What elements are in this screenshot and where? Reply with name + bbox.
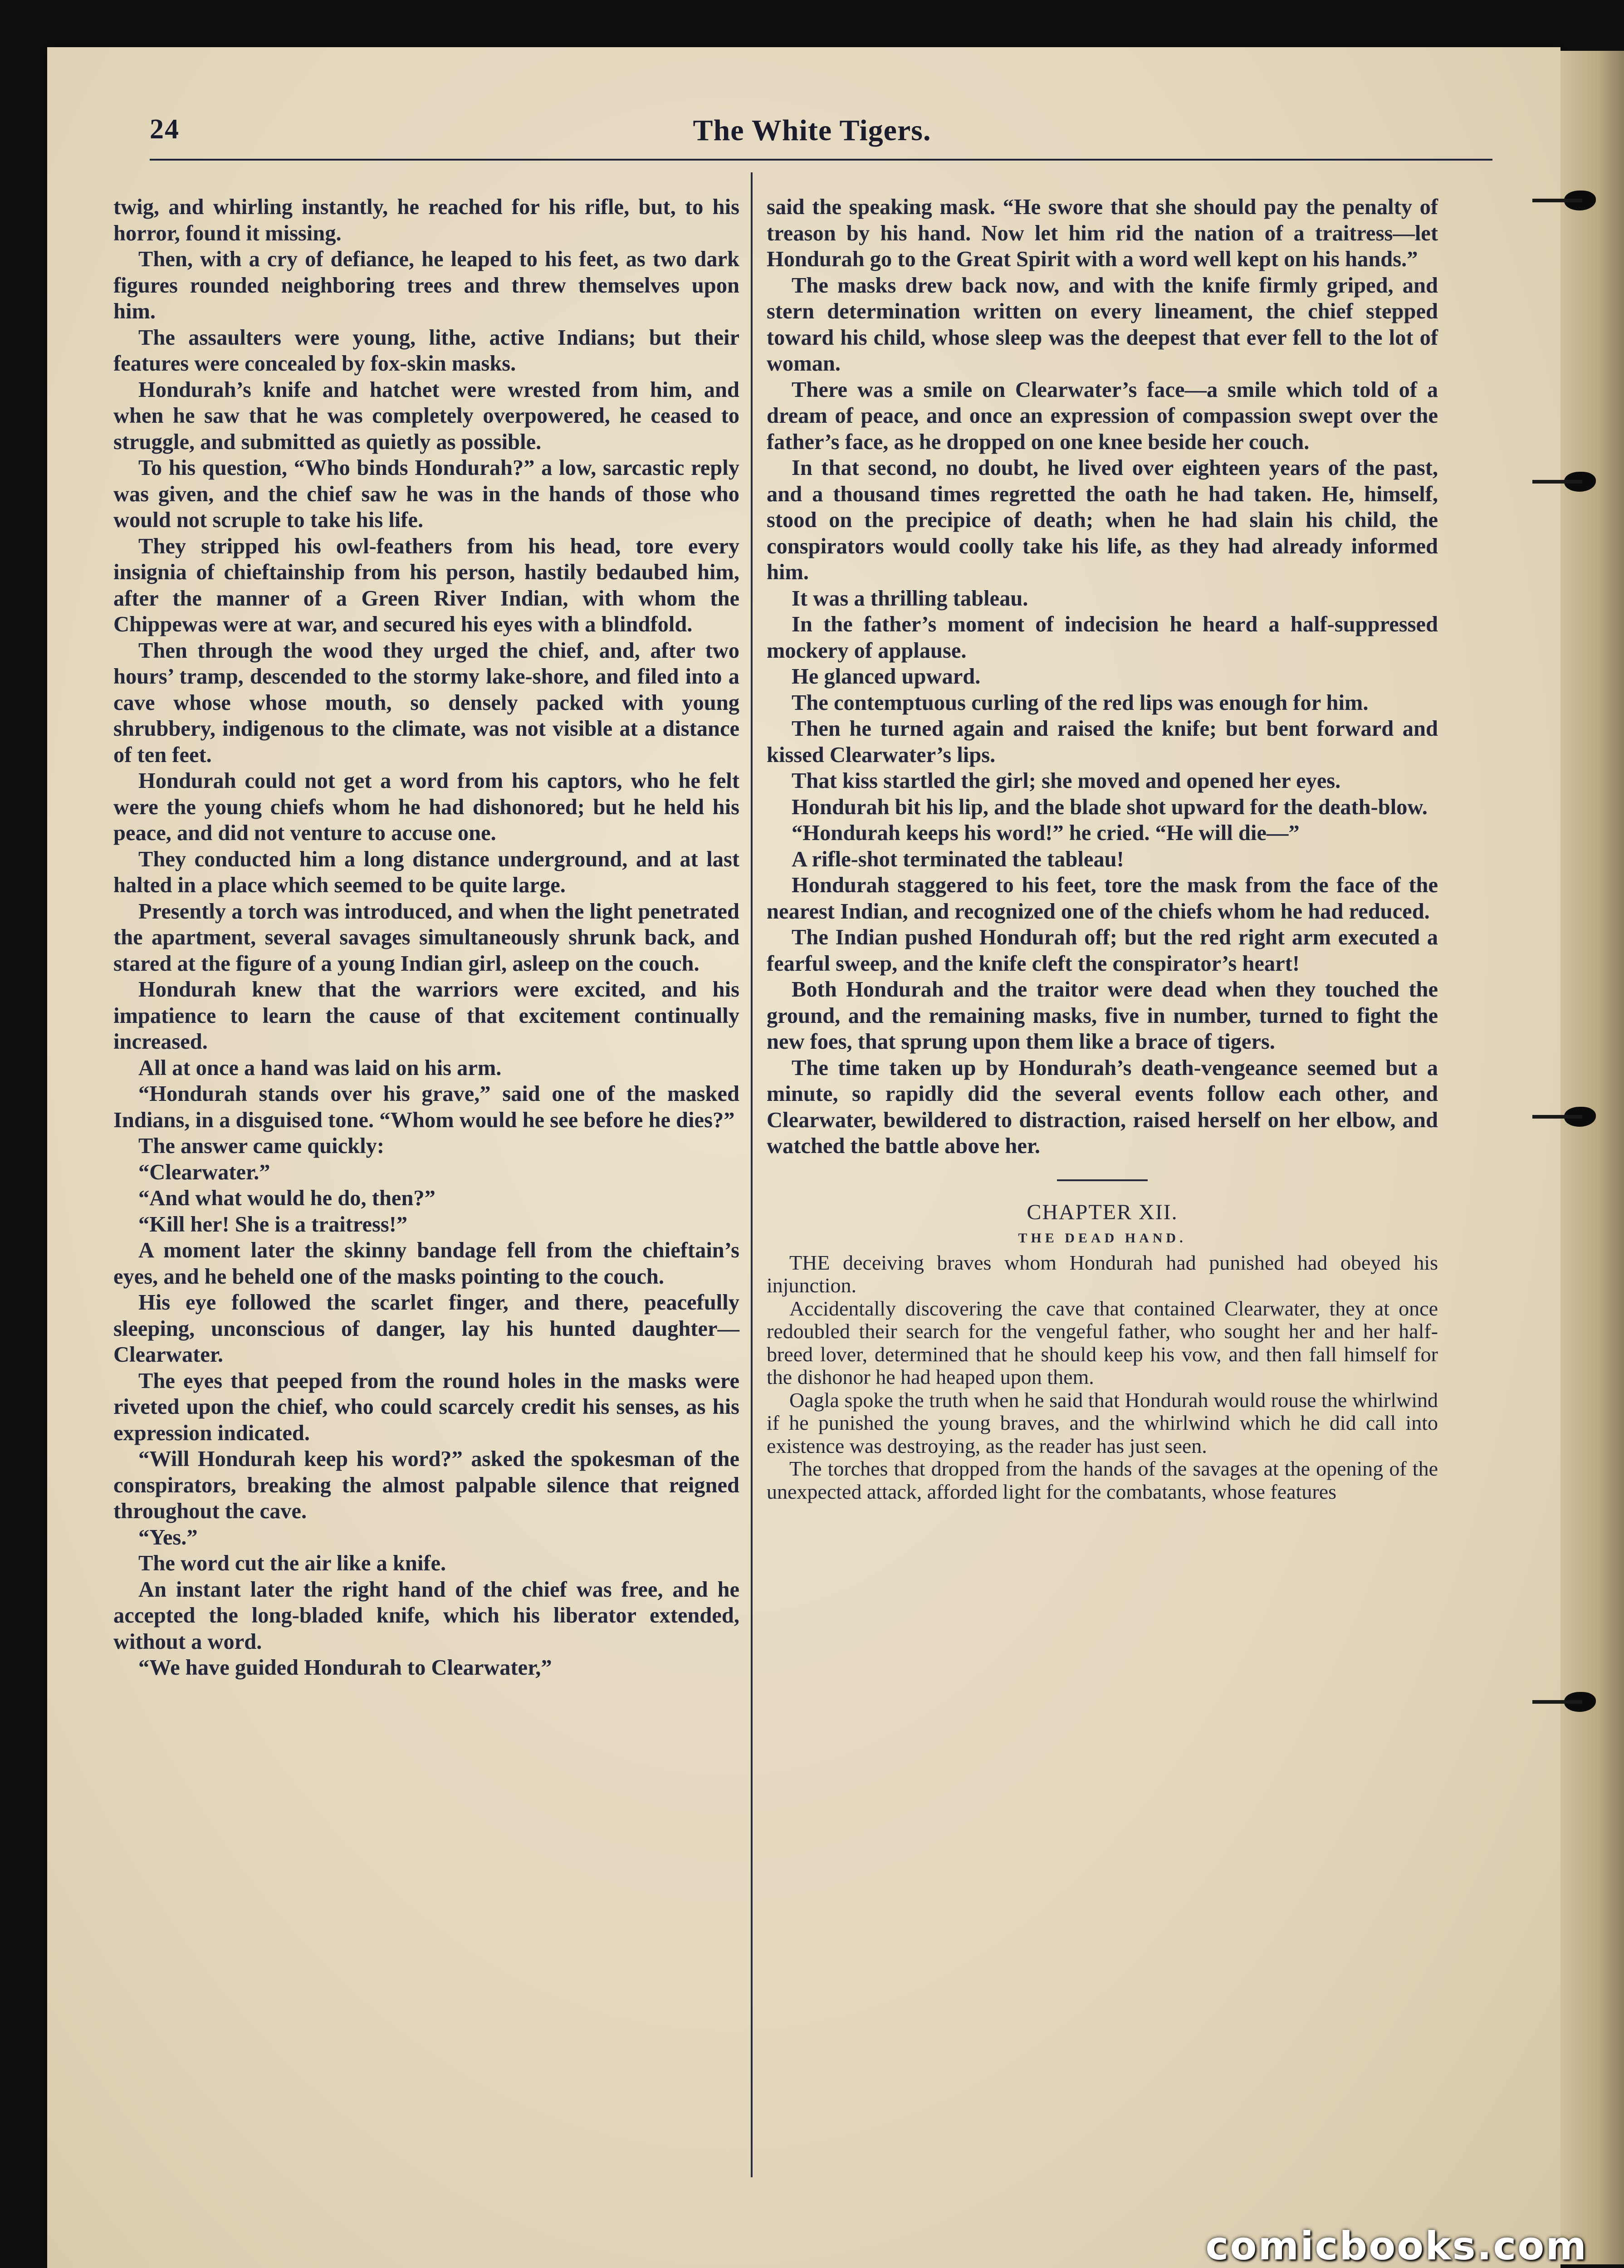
paragraph: His eye followed the scarlet finger, and there, peacefully sleeping, unconscious of danger, lay his hunted daughter—Clearwater.	[113, 1290, 739, 1367]
paragraph: “Hondurah keeps his word!” he cried. “He will die—”	[792, 821, 1300, 845]
paragraph: The masks drew back now, and with the knife firmly griped, and stern determination written on every lineament, the chief stepped toward his child, whose sleep was the deepest that ever fell to the lot of woman.	[767, 273, 1438, 376]
paragraph: There was a smile on Clearwater’s face—a smile which told of a dream of peace, and once an expression of compassion swept over the father’s face, as he dropped on one knee beside her couch.	[767, 377, 1438, 454]
left-column	[113, 194, 739, 1681]
paragraph: They stripped his owl-feathers from his head, tore every insignia of chieftainship from his person, hastily bedaubed him, after the manner of a Green River Indian, with whom the Chippewas were at war, and secured his eyes with a blindfold.	[113, 534, 739, 636]
header-rule	[150, 159, 1492, 161]
paragraph: The time taken up by Hondurah’s death-vengeance seemed but a minute, so rapidly did the several events follow each other, and Clearwater, bewildered to distraction, raised herself on her elbow, and watched the battle above her.	[767, 1056, 1438, 1158]
paragraph: twig, and whirling instantly, he reached for his rifle, but, to his horror, found it missing.	[113, 195, 739, 245]
paragraph: It was a thrilling tableau.	[792, 586, 1028, 611]
paragraph: To his question, “Who binds Hondurah?” a low, sarcastic reply was given, and the chief saw he was in the hands of those who would not scruple to take his life.	[113, 456, 739, 532]
paragraph: The word cut the air like a knife.	[138, 1551, 446, 1575]
paragraph: They conducted him a long distance underground, and at last halted in a place which seemed to be quite large.	[113, 847, 739, 897]
paragraph: “Yes.”	[138, 1525, 198, 1549]
column-divider	[751, 172, 753, 2177]
paragraph: Oagla spoke the truth when he said that Hondurah would rouse the whirlwind if he punished the young braves, and the whirlwind which he did call into existence was destroying, as the reader has just seen.	[767, 1388, 1438, 1457]
paragraph: “Clearwater.”	[138, 1160, 270, 1184]
paragraph: In the father’s moment of indecision he heard a half-suppressed mockery of applause.	[767, 612, 1438, 663]
paragraph: Hondurah knew that the warriors were excited, and his impatience to learn the cause of that excitement continually increased.	[113, 978, 739, 1054]
paragraph: The answer came quickly:	[138, 1134, 385, 1158]
paragraph: “And what would he do, then?”	[138, 1186, 435, 1210]
paragraph: In that second, no doubt, he lived over eighteen years of the past, and a thousand times regretted the oath he had taken. He, himself, stood on the precipice of death; when he had slain his child, the conspirators would coolly take his life, as they had already informed him.	[767, 456, 1438, 584]
paragraph: Hondurah could not get a word from his captors, who he felt were the young chiefs whom he had dishonored; but he held his peace, and did not venture to accuse one.	[113, 769, 739, 845]
paragraph: That kiss startled the girl; she moved and opened her eyes.	[792, 769, 1341, 793]
paragraph: Accidentally discovering the cave that contained Clearwater, they at once redoubled their search for the vengeful father, who sought her and her half-breed lover, determined that he should keep his vow, and then fall himself for the dishonor he had heaped upon them.	[767, 1296, 1438, 1388]
chapter-title: CHAPTER XII.	[1027, 1200, 1178, 1224]
chapter-body	[767, 1251, 1438, 1504]
next-page-edge	[1560, 51, 1624, 2264]
chapter-rule	[1057, 1179, 1148, 1181]
paragraph: Presently a torch was introduced, and when the light penetrated the apartment, several savages simultaneously shrunk back, and stared at the figure of a young Indian girl, asleep on the couch.	[113, 899, 739, 976]
paragraph: Hondurah bit his lip, and the blade shot upward for the death-blow.	[792, 795, 1428, 819]
chapter-subtitle: THE DEAD HAND.	[1018, 1231, 1187, 1246]
paragraph: “Will Hondurah keep his word?” asked the spokesman of the conspirators, breaking the almost palpable silence that reigned throughout the cave.	[113, 1447, 739, 1523]
paragraph: A moment later the skinny bandage fell from the chieftain’s eyes, and he beheld one of the masks pointing to the couch.	[113, 1238, 739, 1289]
paragraph: A rifle-shot terminated the tableau!	[792, 847, 1124, 871]
running-title: The White Tigers.	[693, 114, 931, 147]
paragraph: Both Hondurah and the traitor were dead when they touched the ground, and the remaining masks, five in number, turned to fight the new foes, that sprung upon them like a brace of tigers.	[767, 978, 1438, 1054]
paragraph: Then he turned again and raised the knife; but bent forward and kissed Clearwater’s lips.	[767, 717, 1438, 767]
paragraph: An instant later the right hand of the chief was free, and he accepted the long-bladed knife, which his liberator extended, without a word.	[113, 1577, 739, 1654]
paragraph: The eyes that peeped from the round holes in the masks were riveted upon the chief, who could scarcely credit his senses, as his expression indicated.	[113, 1369, 739, 1445]
paragraph: The contemptuous curling of the red lips was enough for him.	[792, 690, 1369, 715]
paragraph: “Kill her! She is a traitress!”	[138, 1212, 408, 1237]
paragraph: He glanced upward.	[792, 665, 981, 689]
page-number: 24	[150, 114, 180, 145]
paragraph: Then through the wood they urged the chief, and, after two hours’ tramp, descended to the stormy lake-shore, and filed into a cave whose whose mouth, so densely packed with young shrubbery, indigenous to the climate, was not visible at a distance of ten feet.	[113, 638, 739, 767]
watermark: comicbooks.com	[1205, 2224, 1588, 2268]
paragraph: Hondurah’s knife and hatchet were wrested from him, and when he saw that he was completely overpowered, he ceased to struggle, and submitted as quietly as possible.	[113, 377, 739, 454]
paragraph: Hondurah staggered to his feet, tore the mask from the face of the nearest Indian, and recognized one of the chiefs whom he had reduced.	[767, 873, 1438, 924]
paragraph: The torches that dropped from the hands of the savages at the opening of the unexpected attack, afforded light for the combatants, whose features	[767, 1457, 1438, 1503]
right-column	[767, 194, 1438, 1503]
paragraph: The assaulters were young, lithe, active Indians; but their features were concealed by fox-skin masks.	[113, 325, 739, 376]
paragraph: “We have guided Hondurah to Clearwater,”	[138, 1656, 552, 1680]
paragraph: The Indian pushed Hondurah off; but the red right arm executed a fearful sweep, and the knife cleft the conspirator’s heart!	[767, 925, 1438, 976]
paragraph: said the speaking mask. “He swore that she should pay the penalty of treason by his hand. Now let him rid the nation of a traitress—let Hondurah go to the Great Spirit with a word well kept on his hands.”	[767, 195, 1438, 271]
paragraph: Then, with a cry of defiance, he leaped to his feet, as two dark figures rounded neighboring trees and threw themselves upon him.	[113, 247, 739, 323]
paragraph: All at once a hand was laid on his arm.	[138, 1056, 502, 1080]
paragraph: “Hondurah stands over his grave,” said one of the masked Indians, in a disguised tone. “Whom would he see before he dies?”	[113, 1082, 739, 1132]
paragraph: THE deceiving braves whom Hondurah had punished had obeyed his injunction.	[767, 1251, 1438, 1297]
